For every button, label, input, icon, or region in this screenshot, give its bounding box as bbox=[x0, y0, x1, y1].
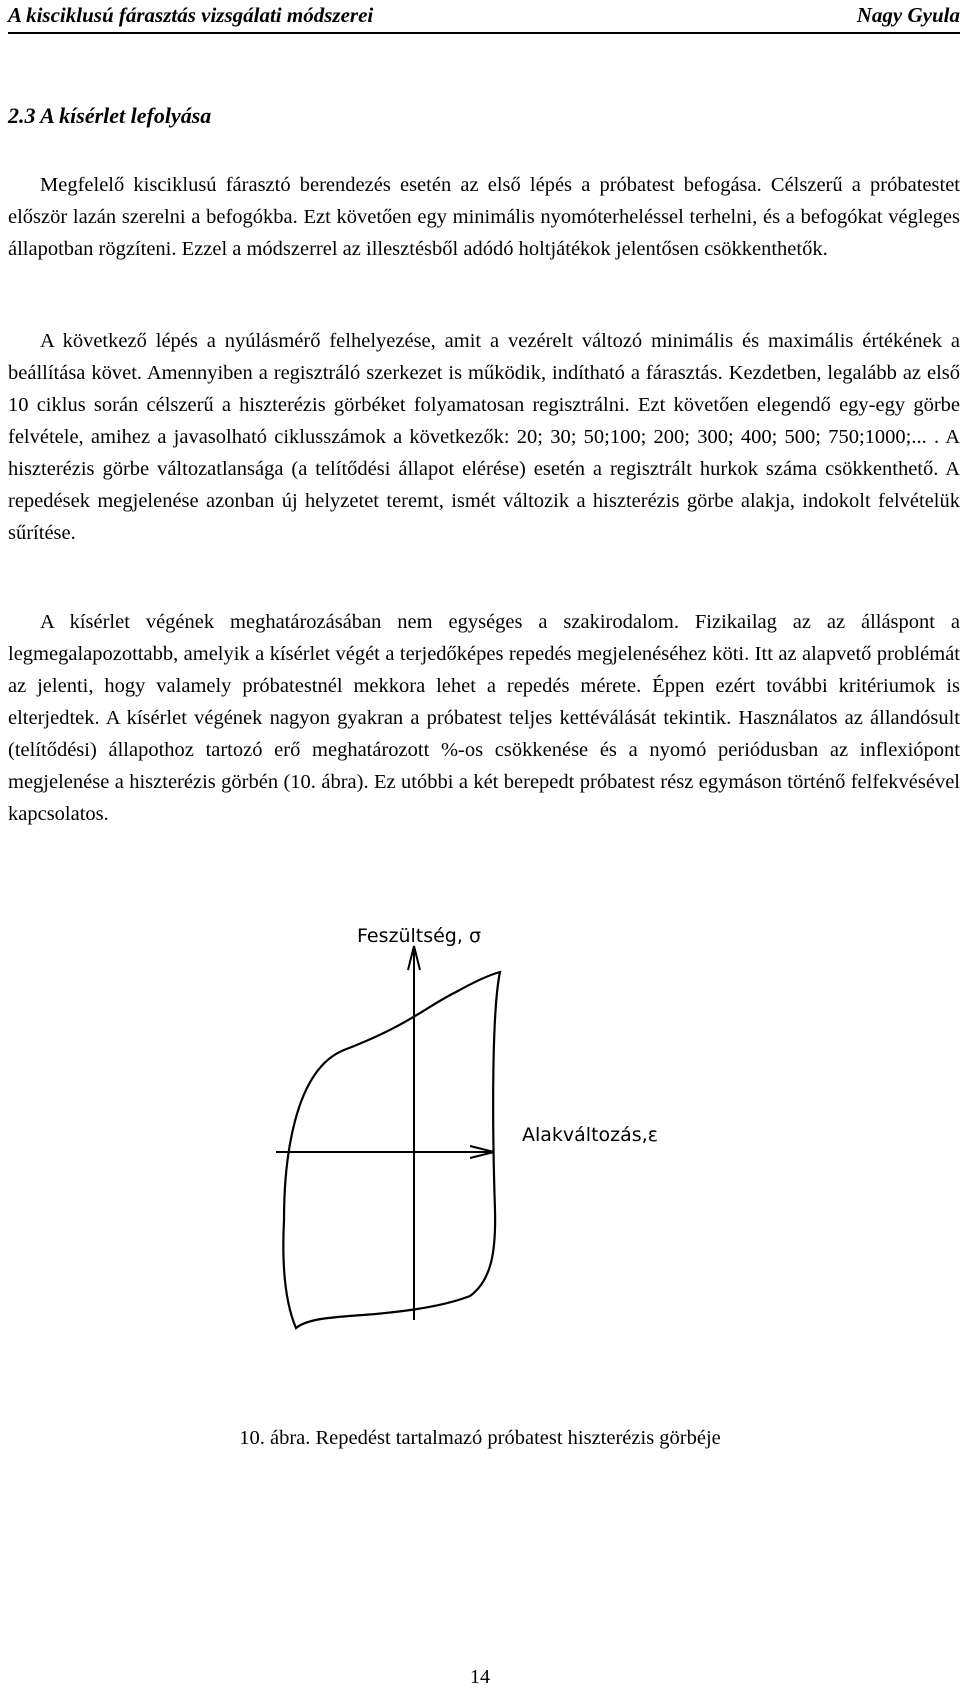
header-title: A kisciklusú fárasztás vizsgálati módszerei bbox=[8, 3, 374, 27]
page-number: 14 bbox=[470, 1666, 490, 1688]
hysteresis-diagram bbox=[224, 920, 734, 1362]
hysteresis-figure bbox=[224, 920, 734, 1362]
hysteresis-loop bbox=[283, 972, 500, 1328]
paragraph-3: A kísérlet végének meghatározásában nem egységes a szakirodalom. Fizikailag az az álláspont a legmegalapozottabb, amelyik a kísérlet végét a terjedőképes repedés megjelenéséhez köti. Itt az alapvető problémát az jelenti, hogy valamely próbatestnél mekkora lehet a repedés mérete. Éppen ezért további kritériumok is elterjedtek. A kísérlet végének nagyon gyakran a próbatest teljes kettéválását tekintik. Használatos az állandósult (telítődési) állapothoz tartozó erő meghatározott %-os csökkenése és a nyomó periódusban az inflexiópont megjelenése a hiszterézis görbén (10. ábra). Ez utóbbi a két berepedt próbatest rész egymáson történő felfekvésével kapcsolatos. bbox=[8, 611, 960, 825]
header-author: Nagy Gyula bbox=[856, 3, 960, 27]
figure-caption: 10. ábra. Repedést tartalmazó próbatest hiszterézis görbéje bbox=[239, 1427, 721, 1449]
page-header bbox=[8, 0, 960, 34]
y-axis-arrow bbox=[408, 946, 420, 1320]
y-axis-label: Feszültség, σ bbox=[357, 925, 481, 947]
x-axis-arrow bbox=[276, 1146, 494, 1158]
x-axis-label: Alakváltozás,ε bbox=[522, 1124, 658, 1146]
paragraph-2: A következő lépés a nyúlásmérő felhelyezése, amit a vezérelt változó minimális és maximális értékének a beállítása követ. Amennyiben a regisztráló szerkezet is működik, indítható a fárasztás. Kezdetben, legalább az első 10 ciklus során célszerű a hiszterézis görbéket folyamatosan regisztrálni. Ezt követően elegendő egy-egy görbe felvétele, amihez a javasolható ciklusszámok a következők: 20; 30; 50;100; 200; 300; 400; 500; 750;1000;... . A hiszterézis görbe változatlansága (a telítődési állapot elérése) esetén a regisztrált hurkok száma csökkenthető. A repedések megjelenése azonban új helyzetet teremt, ismét változik a hiszterézis görbe alakja, indokolt felvételük sűrítése. bbox=[8, 330, 960, 544]
paragraph-1: Megfelelő kisciklusú fárasztó berendezés esetén az első lépés a próbatest befogása. Célszerű a próbatestet először lazán szerelni a befogókba. Ezt követően egy minimális nyomóterheléssel terhelni, és a befogókat végleges állapotban rögzíteni. Ezzel a módszerrel az illesztésből adódó holtjátékok jelentősen csökkenthetők. bbox=[8, 174, 960, 260]
section-title: 2.3 A kísérlet lefolyása bbox=[8, 103, 212, 128]
